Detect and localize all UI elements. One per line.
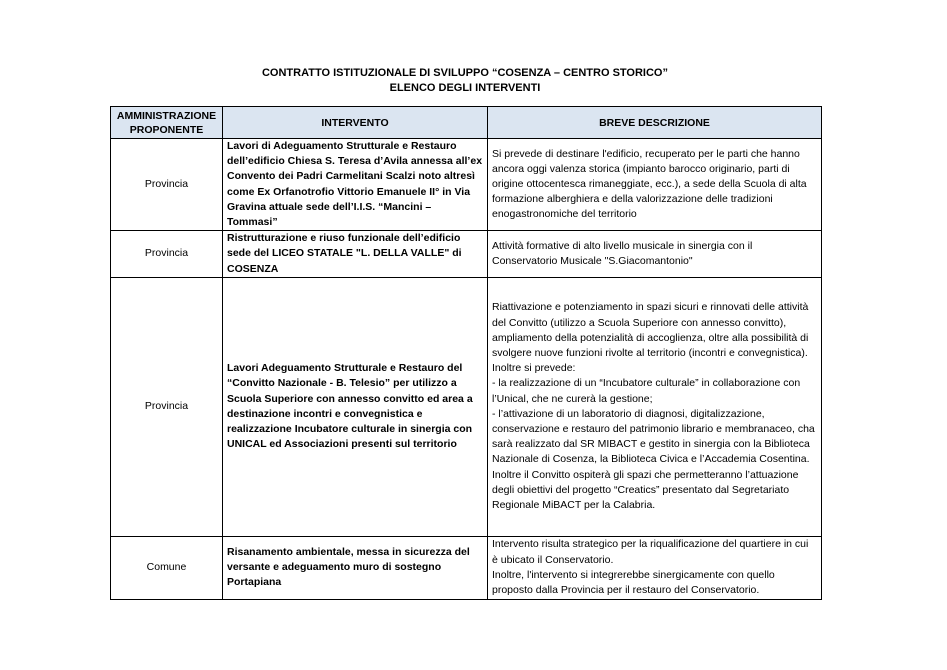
cell-intervento: Lavori Adeguamento Strutturale e Restauro del “Convitto Nazionale - B. Telesio” per utilizzo a Scuola Superiore con annesso convitto ed area a destinazione incontri e convegnistica e realizzazione Incubatore culturale in sinergia con UNICAL ed Associazioni presenti sul territorio xyxy=(223,277,488,536)
cell-amministrazione: Provincia xyxy=(111,277,223,536)
table-row xyxy=(111,277,822,536)
cell-intervento: Lavori di Adeguamento Strutturale e Restauro dell’edificio Chiesa S. Teresa d’Avila annessa all’ex Convento dei Padri Carmelitani Scalzi noto altresì come Ex Orfanotrofio Vittorio Emanuele II° in Via Gravina attuale sede dell’I.I.S. “Mancini – Tommasi” xyxy=(223,139,488,231)
header-amministrazione: AMMINISTRAZIONE PROPONENTE xyxy=(111,107,223,139)
table-row xyxy=(111,231,822,278)
header-descrizione: BREVE DESCRIZIONE xyxy=(488,107,822,139)
cell-intervento: Risanamento ambientale, messa in sicurezza del versante e adeguamento muro di sostegno Portapiana xyxy=(223,536,488,599)
cell-amministrazione: Provincia xyxy=(111,139,223,231)
cell-descrizione: Si prevede di destinare l'edificio, recuperato per le parti che hanno ancora oggi valenza storica (impianto barocco originario, parti di origine ottocentesca rimaneggiate, ecc.), a sede della Scuola di alta formazione alberghiera e della valorizzazione delle tradizioni enogastronomiche del territorio xyxy=(488,139,822,231)
cell-descrizione: Intervento risulta strategico per la riqualificazione del quartiere in cui è ubicato il Conservatorio. Inoltre, l'intervento si integrerebbe sinergicamente con quello proposto dalla Provincia per il restauro del Conservatorio. xyxy=(488,536,822,599)
interventions-table xyxy=(110,106,822,600)
cell-amministrazione: Comune xyxy=(111,536,223,599)
header-intervento: INTERVENTO xyxy=(223,107,488,139)
cell-descrizione: Riattivazione e potenziamento in spazi sicuri e rinnovati delle attività del Convitto (utilizzo a Scuola Superiore con annesso convitto), ampliamento della potenzialità di accoglienza, oltre alla possibilità di svolgere nuove funzioni rivolte al territorio (incontri e convegnistica). Inoltre si prevede: - la realizzazione di un “Incubatore culturale” in collaborazione con l’Unical, che ne curerà la gestione; - l’attivazione di un laboratorio di diagnosi, digitalizzazione, conservazione e restauro del patrimonio librario e membranaceo, cha sarà realizzato dal SR MIBACT e gestito in sinergia con la Biblioteca Nazionale di Cosenza, la Biblioteca Civica e l’Accademia Cosentina. Inoltre il Convitto ospiterà gli spazi che permetteranno l’attuazione degli obiettivi del progetto “Creatics” presentato dal Segretariato Regionale MiBACT per la Calabria. xyxy=(488,277,822,536)
document-header xyxy=(110,66,820,96)
table-header-row xyxy=(111,107,822,139)
cell-descrizione: Attività formative di alto livello musicale in sinergia con il Conservatorio Musicale "S.Giacomantonio" xyxy=(488,231,822,278)
document-subtitle: ELENCO DEGLI INTERVENTI xyxy=(389,82,541,94)
document-title: CONTRATTO ISTITUZIONALE DI SVILUPPO “COSENZA – CENTRO STORICO” xyxy=(261,67,668,79)
cell-amministrazione: Provincia xyxy=(111,231,223,278)
cell-intervento: Ristrutturazione e riuso funzionale dell’edificio sede del LICEO STATALE "L. DELLA VALLE" di COSENZA xyxy=(223,231,488,278)
table-row xyxy=(111,536,822,599)
table-row xyxy=(111,139,822,231)
